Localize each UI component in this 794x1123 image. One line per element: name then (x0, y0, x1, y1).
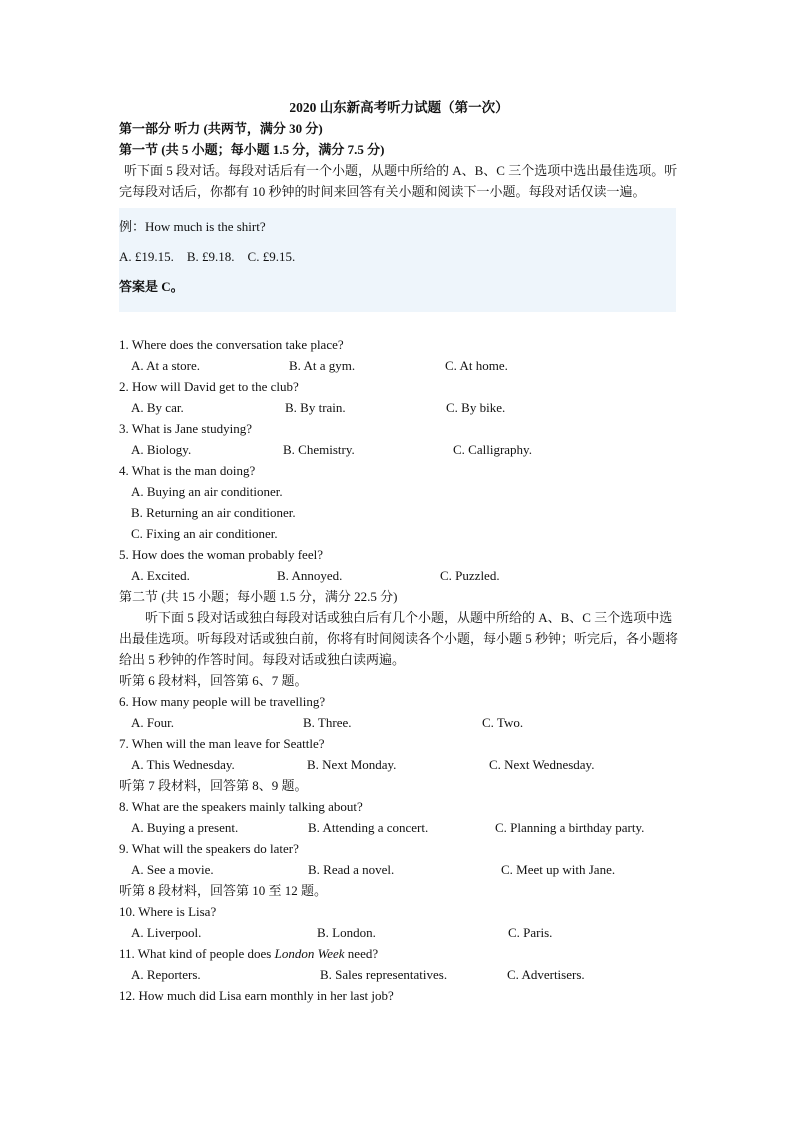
question-3: 3. What is Jane studying? (119, 421, 252, 436)
question-11-suffix: need? (344, 946, 379, 961)
option-a: A. Buying a present. (131, 820, 239, 835)
section1-heading: 第一节 (共 5 小题；每小题 1.5 分，满分 7.5 分) (119, 142, 385, 157)
option-c: C. Advertisers. (507, 967, 585, 982)
option-c: C. Planning a birthday party. (495, 820, 645, 835)
question-9-options (119, 859, 679, 880)
page-title: 2020 山东新高考听力试题（第一次） (289, 100, 509, 115)
option-a: A. See a movie. (131, 862, 214, 877)
question-2: 2. How will David get to the club? (119, 379, 299, 394)
option-b: B. At a gym. (289, 358, 356, 373)
option-c: C. At home. (445, 358, 508, 373)
option-c: C. By bike. (446, 400, 506, 415)
option-b: B. Read a novel. (308, 862, 395, 877)
question-11-options (119, 964, 679, 985)
option-b: B. Next Monday. (307, 757, 397, 772)
question-6-options (119, 712, 679, 733)
example-options: A. £19.15. B. £9.18. C. £9.15. (119, 249, 296, 264)
option-b: B. Returning an air conditioner. (131, 505, 296, 520)
option-c: C. Puzzled. (440, 568, 500, 583)
question-5-options (119, 565, 679, 586)
option-c: C. Two. (482, 715, 524, 730)
exam-page (119, 96, 679, 1006)
example-answer: 答案是 C。 (119, 279, 184, 294)
question-9: 9. What will the speakers do later? (119, 841, 299, 856)
question-12: 12. How much did Lisa earn monthly in her last job? (119, 988, 394, 1003)
option-b: B. Sales representatives. (320, 967, 448, 982)
option-a: A. Excited. (131, 568, 190, 583)
question-10-options (119, 922, 679, 943)
question-5: 5. How does the woman probably feel? (119, 547, 323, 562)
question-11 (119, 943, 679, 964)
question-11-title: London Week (274, 946, 345, 961)
question-1-options (119, 355, 679, 376)
material-6-note: 听第 6 段材料，回答第 6、7 题。 (119, 673, 308, 688)
section2-instructions: 听下面 5 段对话或独白每段对话或独白后有几个小题，从题中所给的 A、B、C 三个选项中选出最佳选项。听每段对话或独白前，你将有时间阅读各个小题，每小题 5 秒钟；听完后，各小题将给出 5 秒钟的作答时间。每段对话或独白读两遍。 (119, 610, 679, 667)
option-b: B. Three. (303, 715, 352, 730)
option-a: A. At a store. (131, 358, 200, 373)
part1-heading: 第一部分 听力 (共两节，满分 30 分) (119, 121, 323, 136)
question-11-prefix: 11. What kind of people does (119, 946, 275, 961)
question-7-options (119, 754, 679, 775)
question-8-options (119, 817, 679, 838)
option-c: C. Calligraphy. (453, 442, 532, 457)
question-7: 7. When will the man leave for Seattle? (119, 736, 325, 751)
question-2-options (119, 397, 679, 418)
option-b: B. By train. (285, 400, 346, 415)
question-1: 1. Where does the conversation take place? (119, 337, 344, 352)
option-a: A. By car. (131, 400, 184, 415)
question-10: 10. Where is Lisa? (119, 904, 217, 919)
material-7-note: 听第 7 段材料，回答第 8、9 题。 (119, 778, 308, 793)
question-3-options (119, 439, 679, 460)
section1-instructions: 听下面 5 段对话。每段对话后有一个小题，从题中所给的 A、B、C 三个选项中选出最佳选项。听完每段对话后，你都有 10 秒钟的时间来回答有关小题和阅读下一小题。每段对话仅读一遍。 (119, 163, 678, 199)
option-a: A. This Wednesday. (131, 757, 235, 772)
question-6: 6. How many people will be travelling? (119, 694, 326, 709)
option-c: C. Meet up with Jane. (501, 862, 616, 877)
example-box (119, 208, 676, 312)
option-b: B. Annoyed. (277, 568, 343, 583)
option-a: A. Reporters. (131, 967, 201, 982)
option-b: B. London. (317, 925, 376, 940)
option-c: C. Paris. (508, 925, 553, 940)
option-a: A. Buying an air conditioner. (131, 484, 283, 499)
option-c: C. Fixing an air conditioner. (131, 526, 278, 541)
material-8-note: 听第 8 段材料，回答第 10 至 12 题。 (119, 883, 328, 898)
question-8: 8. What are the speakers mainly talking about? (119, 799, 363, 814)
question-4: 4. What is the man doing? (119, 463, 256, 478)
example-question: 例：How much is the shirt? (119, 219, 266, 234)
option-a: A. Liverpool. (131, 925, 202, 940)
option-b: B. Chemistry. (283, 442, 355, 457)
option-c: C. Next Wednesday. (489, 757, 595, 772)
option-b: B. Attending a concert. (308, 820, 429, 835)
option-a: A. Biology. (131, 442, 192, 457)
option-a: A. Four. (131, 715, 174, 730)
section2-heading: 第二节 (共 15 小题；每小题 1.5 分，满分 22.5 分) (119, 589, 398, 604)
